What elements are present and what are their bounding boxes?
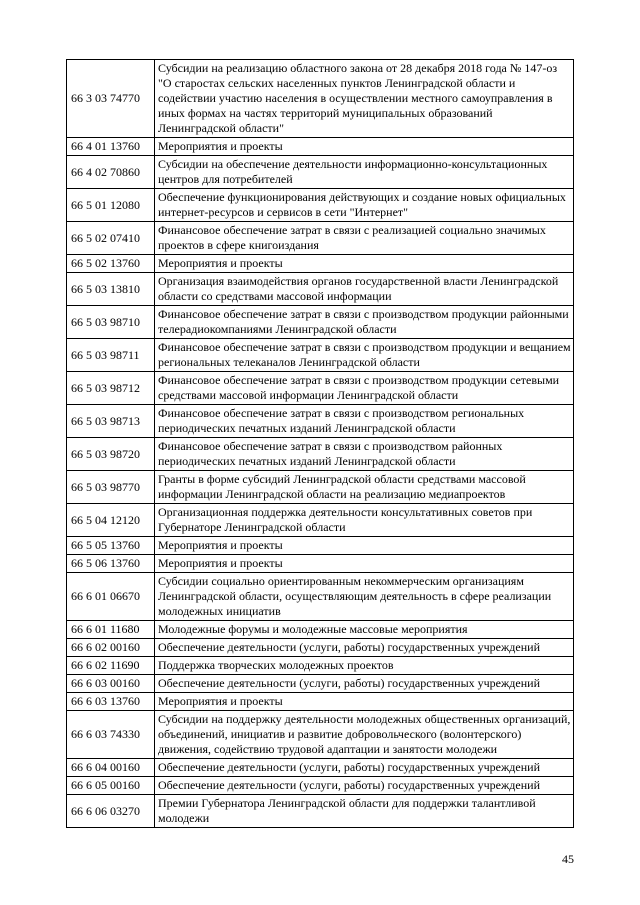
code-cell: 66 5 03 98770	[67, 471, 155, 504]
description-cell: Мероприятия и проекты	[155, 555, 574, 573]
table-row	[67, 339, 574, 372]
table-row	[67, 573, 574, 621]
code-cell: 66 5 01 12080	[67, 189, 155, 222]
description-cell: Мероприятия и проекты	[155, 693, 574, 711]
budget-codes-table	[66, 59, 574, 828]
table-row	[67, 306, 574, 339]
description-cell: Финансовое обеспечение затрат в связи с производством продукции районными телерадиокомпаниями Ленинградской области	[155, 306, 574, 339]
description-cell: Финансовое обеспечение затрат в связи с производством районных периодических печатных изданий Ленинградской области	[155, 438, 574, 471]
description-cell: Мероприятия и проекты	[155, 255, 574, 273]
table-row	[67, 657, 574, 675]
table-row	[67, 138, 574, 156]
page-number: 45	[562, 852, 574, 866]
description-cell: Обеспечение деятельности (услуги, работы) государственных учреждений	[155, 675, 574, 693]
table-row	[67, 255, 574, 273]
description-cell: Обеспечение деятельности (услуги, работы) государственных учреждений	[155, 759, 574, 777]
code-cell: 66 5 03 98720	[67, 438, 155, 471]
code-cell: 66 5 03 98713	[67, 405, 155, 438]
table-row	[67, 60, 574, 138]
table-row	[67, 621, 574, 639]
table-row	[67, 777, 574, 795]
table-row	[67, 156, 574, 189]
code-cell: 66 6 02 00160	[67, 639, 155, 657]
table-row	[67, 759, 574, 777]
code-cell: 66 5 02 13760	[67, 255, 155, 273]
table-row	[67, 504, 574, 537]
table-row	[67, 222, 574, 255]
description-cell: Субсидии социально ориентированным некоммерческим организациям Ленинградской области, осуществляющим деятельность в сфере реализации молодежных инициатив	[155, 573, 574, 621]
description-cell: Финансовое обеспечение затрат в связи с производством региональных периодических печатных изданий Ленинградской области	[155, 405, 574, 438]
code-cell: 66 6 06 03270	[67, 795, 155, 828]
description-cell: Обеспечение деятельности (услуги, работы) государственных учреждений	[155, 777, 574, 795]
code-cell: 66 6 01 06670	[67, 573, 155, 621]
description-cell: Финансовое обеспечение затрат в связи с реализацией социально значимых проектов в сфере книгоиздания	[155, 222, 574, 255]
code-cell: 66 3 03 74770	[67, 60, 155, 138]
code-cell: 66 6 03 00160	[67, 675, 155, 693]
table-row	[67, 555, 574, 573]
code-cell: 66 6 05 00160	[67, 777, 155, 795]
table-row	[67, 405, 574, 438]
code-cell: 66 6 02 11690	[67, 657, 155, 675]
description-cell: Обеспечение функционирования действующих и создание новых официальных интернет-ресурсов и сервисов в сети "Интернет"	[155, 189, 574, 222]
table-row	[67, 537, 574, 555]
code-cell: 66 5 06 13760	[67, 555, 155, 573]
code-cell: 66 5 03 13810	[67, 273, 155, 306]
description-cell: Субсидии на обеспечение деятельности информационно-консультационных центров для потребителей	[155, 156, 574, 189]
description-cell: Поддержка творческих молодежных проектов	[155, 657, 574, 675]
code-cell: 66 4 02 70860	[67, 156, 155, 189]
table-row	[67, 471, 574, 504]
code-cell: 66 6 04 00160	[67, 759, 155, 777]
description-cell: Субсидии на поддержку деятельности молодежных общественных организаций, объединений, инициатив и развитие добровольческого (волонтерского) движения, содействию трудовой адаптации и занятости молодежи	[155, 711, 574, 759]
code-cell: 66 5 03 98711	[67, 339, 155, 372]
description-cell: Мероприятия и проекты	[155, 537, 574, 555]
table-row	[67, 675, 574, 693]
table-row	[67, 273, 574, 306]
table-row	[67, 372, 574, 405]
table-row	[67, 711, 574, 759]
table-row	[67, 795, 574, 828]
code-cell: 66 5 04 12120	[67, 504, 155, 537]
code-cell: 66 5 03 98712	[67, 372, 155, 405]
code-cell: 66 5 02 07410	[67, 222, 155, 255]
table-row	[67, 438, 574, 471]
description-cell: Финансовое обеспечение затрат в связи с производством продукции и вещанием региональных телеканалов Ленинградской области	[155, 339, 574, 372]
table-row	[67, 639, 574, 657]
description-cell: Организация взаимодействия органов государственной власти Ленинградской области со средствами массовой информации	[155, 273, 574, 306]
table-row	[67, 693, 574, 711]
code-cell: 66 6 03 13760	[67, 693, 155, 711]
code-cell: 66 6 03 74330	[67, 711, 155, 759]
code-cell: 66 5 03 98710	[67, 306, 155, 339]
description-cell: Молодежные форумы и молодежные массовые мероприятия	[155, 621, 574, 639]
code-cell: 66 4 01 13760	[67, 138, 155, 156]
description-cell: Мероприятия и проекты	[155, 138, 574, 156]
description-cell: Финансовое обеспечение затрат в связи с производством продукции сетевыми средствами массовой информации Ленинградской области	[155, 372, 574, 405]
table-row	[67, 189, 574, 222]
description-cell: Организационная поддержка деятельности консультативных советов при Губернаторе Ленинградской области	[155, 504, 574, 537]
description-cell: Субсидии на реализацию областного закона от 28 декабря 2018 года № 147-оз "О старостах сельских населенных пунктов Ленинградской области и содействии участию населения в осуществлении местного самоуправления в иных формах на частях территорий муниципальных образований Ленинградской области"	[155, 60, 574, 138]
description-cell: Гранты в форме субсидий Ленинградской области средствами массовой информации Ленинградской области на реализацию медиапроектов	[155, 471, 574, 504]
code-cell: 66 6 01 11680	[67, 621, 155, 639]
code-cell: 66 5 05 13760	[67, 537, 155, 555]
table-body	[67, 60, 574, 828]
description-cell: Обеспечение деятельности (услуги, работы) государственных учреждений	[155, 639, 574, 657]
description-cell: Премии Губернатора Ленинградской области для поддержки талантливой молодежи	[155, 795, 574, 828]
